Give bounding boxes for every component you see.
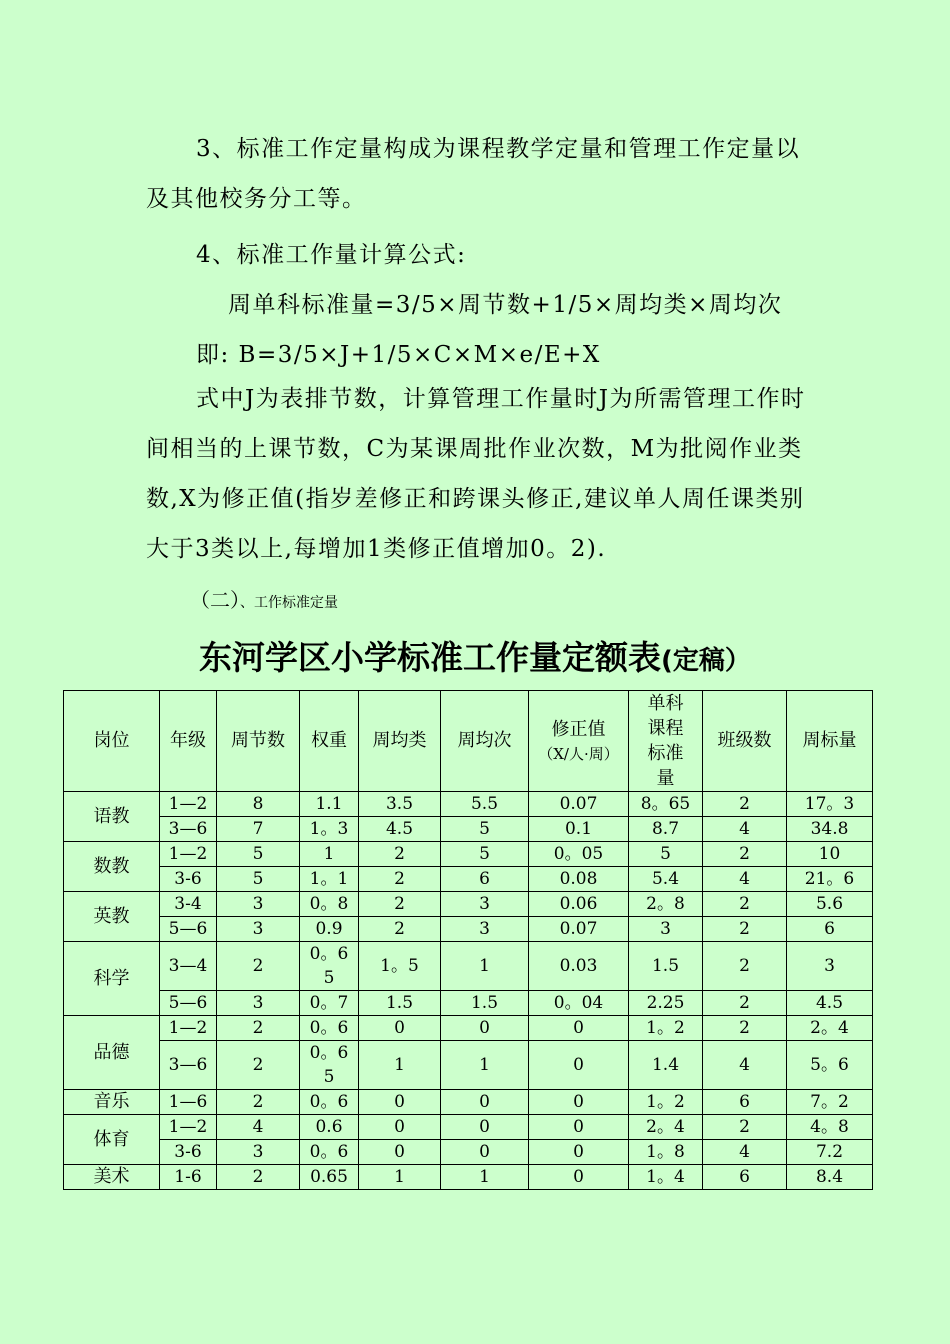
header-grade: 年级 — [160, 691, 217, 792]
header-avg-times: 周均次 — [441, 691, 529, 792]
post-cell: 音乐 — [64, 1090, 160, 1115]
avg-types-cell: 0 — [359, 1016, 441, 1041]
standard-cell: 1.4 — [629, 1041, 703, 1090]
standard-cell: 1。2 — [629, 1090, 703, 1115]
periods-cell: 2 — [217, 1165, 300, 1190]
paragraph-4: 4、标准工作量计算公式: — [196, 242, 467, 268]
correction-cell: 0.08 — [529, 867, 629, 892]
table-row — [64, 1090, 873, 1115]
grade-cell: 3-4 — [160, 892, 217, 917]
weight-cell: 0.9 — [300, 917, 359, 942]
table-title — [0, 632, 950, 679]
header-avg-types: 周均类 — [359, 691, 441, 792]
grade-cell: 1—6 — [160, 1090, 217, 1115]
table-title-suffix: (定稿） — [661, 646, 751, 676]
header-standard-line: 量 — [656, 768, 675, 789]
standard-cell: 2。4 — [629, 1115, 703, 1140]
weekly-cell: 10 — [787, 842, 873, 867]
avg-times-cell: 5.5 — [441, 792, 529, 817]
weight-cell: 0.65 — [300, 1165, 359, 1190]
weekly-cell: 2。4 — [787, 1016, 873, 1041]
correction-cell: 0.07 — [529, 917, 629, 942]
header-weekly: 周标量 — [787, 691, 873, 792]
post-cell: 数教 — [64, 842, 160, 892]
post-cell: 科学 — [64, 942, 160, 1016]
standard-cell: 3 — [629, 917, 703, 942]
weekly-cell: 4.5 — [787, 991, 873, 1016]
periods-cell: 8 — [217, 792, 300, 817]
post-cell: 语教 — [64, 792, 160, 842]
avg-times-cell: 3 — [441, 892, 529, 917]
header-correction-unit: （X/人·周） — [538, 744, 619, 763]
periods-cell: 5 — [217, 842, 300, 867]
weight-cell: 1 — [300, 842, 359, 867]
periods-cell: 2 — [217, 1041, 300, 1090]
avg-times-cell: 1.5 — [441, 991, 529, 1016]
header-post: 岗位 — [64, 691, 160, 792]
periods-cell: 2 — [217, 1090, 300, 1115]
post-cell: 英教 — [64, 892, 160, 942]
header-correction-label: 修正值 — [551, 718, 606, 740]
avg-times-cell: 6 — [441, 867, 529, 892]
avg-types-cell: 1 — [359, 1041, 441, 1090]
standard-cell: 8.7 — [629, 817, 703, 842]
standard-cell: 1。2 — [629, 1016, 703, 1041]
formula-explanation: 式中J为表排节数，计算管理工作量时J为所需管理工作时间相当的上课节数，C为某课周批作业次数，M为批阅作业类数,X为修正值(指岁差修正和跨课头修正,建议单人周任课类别大于3类以上,每增加1类修正值增加0。2). — [146, 386, 806, 562]
avg-times-cell: 0 — [441, 1115, 529, 1140]
weekly-cell: 7。2 — [787, 1090, 873, 1115]
table-row — [64, 792, 873, 817]
grade-cell: 1—2 — [160, 792, 217, 817]
standard-cell: 1。8 — [629, 1140, 703, 1165]
table-row — [64, 842, 873, 867]
grade-cell: 5—6 — [160, 991, 217, 1016]
correction-cell: 0 — [529, 1115, 629, 1140]
avg-types-cell: 2 — [359, 917, 441, 942]
avg-times-cell: 0 — [441, 1016, 529, 1041]
grade-cell: 3-6 — [160, 867, 217, 892]
avg-types-cell: 0 — [359, 1115, 441, 1140]
standard-cell: 1。4 — [629, 1165, 703, 1190]
classes-cell: 2 — [703, 1115, 787, 1140]
weight-cell: 0。6 — [300, 1140, 359, 1165]
table-row — [64, 1115, 873, 1140]
weekly-cell: 21。6 — [787, 867, 873, 892]
weight-cell: 1。1 — [300, 867, 359, 892]
table-row — [64, 1140, 873, 1165]
grade-cell: 1—2 — [160, 1016, 217, 1041]
periods-cell: 2 — [217, 1016, 300, 1041]
avg-times-cell: 1 — [441, 942, 529, 991]
classes-cell: 4 — [703, 867, 787, 892]
subheading-text: 、工作标准定量 — [240, 595, 338, 611]
weight-line: 0。6 — [309, 1043, 349, 1063]
table-row — [64, 991, 873, 1016]
weight-line: 5 — [323, 968, 335, 988]
weight-cell: 1.1 — [300, 792, 359, 817]
header-periods: 周节数 — [217, 691, 300, 792]
grade-cell: 3-6 — [160, 1140, 217, 1165]
correction-cell: 0 — [529, 1165, 629, 1190]
correction-cell: 0 — [529, 1041, 629, 1090]
standard-cell: 5.4 — [629, 867, 703, 892]
standard-cell: 5 — [629, 842, 703, 867]
avg-types-cell: 0 — [359, 1090, 441, 1115]
post-cell: 美术 — [64, 1165, 160, 1190]
correction-cell: 0。05 — [529, 842, 629, 867]
table-row — [64, 817, 873, 842]
avg-times-cell: 0 — [441, 1140, 529, 1165]
weekly-cell: 8.4 — [787, 1165, 873, 1190]
classes-cell: 2 — [703, 942, 787, 991]
correction-cell: 0.03 — [529, 942, 629, 991]
avg-types-cell: 2 — [359, 867, 441, 892]
weekly-cell: 3 — [787, 942, 873, 991]
correction-cell: 0 — [529, 1090, 629, 1115]
table-row — [64, 1016, 873, 1041]
weekly-cell: 34.8 — [787, 817, 873, 842]
classes-cell: 2 — [703, 1016, 787, 1041]
periods-cell: 5 — [217, 867, 300, 892]
correction-cell: 0 — [529, 1016, 629, 1041]
grade-cell: 3—6 — [160, 1041, 217, 1090]
avg-times-cell: 1 — [441, 1041, 529, 1090]
grade-cell: 3—6 — [160, 817, 217, 842]
section-subheading — [190, 584, 338, 613]
standard-cell: 1.5 — [629, 942, 703, 991]
classes-cell: 6 — [703, 1165, 787, 1190]
periods-cell: 3 — [217, 991, 300, 1016]
formula: 周单科标准量=3/5×周节数+1/5×周均类×周均次 — [228, 292, 783, 318]
avg-types-cell: 1 — [359, 1165, 441, 1190]
avg-types-cell: 2 — [359, 842, 441, 867]
grade-cell: 1—2 — [160, 1115, 217, 1140]
table-title-main: 东河学区小学标准工作量定额表 — [199, 638, 662, 677]
avg-types-cell: 2 — [359, 892, 441, 917]
header-standard-line: 标准 — [647, 743, 684, 764]
weekly-cell: 5。6 — [787, 1041, 873, 1090]
classes-cell: 4 — [703, 1140, 787, 1165]
grade-cell: 5—6 — [160, 917, 217, 942]
weight-line: 5 — [323, 1067, 335, 1087]
weekly-cell: 4。8 — [787, 1115, 873, 1140]
avg-times-cell: 1 — [441, 1165, 529, 1190]
weight-cell: 0。7 — [300, 991, 359, 1016]
grade-cell: 1-6 — [160, 1165, 217, 1190]
header-classes: 班级数 — [703, 691, 787, 792]
weight-line: 0。6 — [309, 944, 349, 964]
header-standard — [629, 691, 703, 792]
formula-short: 即: B=3/5×J+1/5×C×M×e/E+X — [196, 342, 601, 368]
table-header-row — [64, 691, 873, 792]
periods-cell: 7 — [217, 817, 300, 842]
weight-cell: 0。6 — [300, 1016, 359, 1041]
table-row — [64, 1165, 873, 1190]
header-standard-line: 课程 — [647, 718, 684, 739]
weight-cell — [300, 942, 359, 991]
table-row — [64, 942, 873, 991]
header-standard-line: 单科 — [647, 693, 684, 714]
periods-cell: 3 — [217, 917, 300, 942]
avg-times-cell: 0 — [441, 1090, 529, 1115]
periods-cell: 4 — [217, 1115, 300, 1140]
classes-cell: 2 — [703, 892, 787, 917]
classes-cell: 2 — [703, 991, 787, 1016]
post-cell: 品德 — [64, 1016, 160, 1090]
correction-cell: 0.06 — [529, 892, 629, 917]
correction-cell: 0.07 — [529, 792, 629, 817]
periods-cell: 2 — [217, 942, 300, 991]
avg-times-cell: 5 — [441, 817, 529, 842]
table-row — [64, 1041, 873, 1090]
subheading-number: （二） — [190, 588, 240, 612]
header-correction — [529, 691, 629, 792]
workload-quota-table — [63, 690, 873, 1190]
grade-cell: 3—4 — [160, 942, 217, 991]
table-row — [64, 867, 873, 892]
header-weight: 权重 — [300, 691, 359, 792]
avg-types-cell: 3.5 — [359, 792, 441, 817]
avg-types-cell: 1。5 — [359, 942, 441, 991]
avg-times-cell: 3 — [441, 917, 529, 942]
weight-cell: 0。8 — [300, 892, 359, 917]
standard-cell: 2。8 — [629, 892, 703, 917]
periods-cell: 3 — [217, 1140, 300, 1165]
classes-cell: 2 — [703, 842, 787, 867]
grade-cell: 1—2 — [160, 842, 217, 867]
correction-cell: 0.1 — [529, 817, 629, 842]
weekly-cell: 5.6 — [787, 892, 873, 917]
paragraph-3: 3、标准工作定量构成为课程教学定量和管理工作定量以及其他校务分工等。 — [146, 136, 801, 212]
periods-cell: 3 — [217, 892, 300, 917]
correction-cell: 0。04 — [529, 991, 629, 1016]
table-row — [64, 892, 873, 917]
weekly-cell: 7.2 — [787, 1140, 873, 1165]
post-cell: 体育 — [64, 1115, 160, 1165]
classes-cell: 2 — [703, 792, 787, 817]
weight-cell: 0.6 — [300, 1115, 359, 1140]
weekly-cell: 6 — [787, 917, 873, 942]
avg-times-cell: 5 — [441, 842, 529, 867]
weight-cell: 1。3 — [300, 817, 359, 842]
standard-cell: 8。65 — [629, 792, 703, 817]
classes-cell: 6 — [703, 1090, 787, 1115]
correction-cell: 0 — [529, 1140, 629, 1165]
avg-types-cell: 0 — [359, 1140, 441, 1165]
classes-cell: 4 — [703, 817, 787, 842]
avg-types-cell: 1.5 — [359, 991, 441, 1016]
standard-cell: 2.25 — [629, 991, 703, 1016]
table-row — [64, 917, 873, 942]
weekly-cell: 17。3 — [787, 792, 873, 817]
weight-cell: 0。6 — [300, 1090, 359, 1115]
weight-cell — [300, 1041, 359, 1090]
avg-types-cell: 4.5 — [359, 817, 441, 842]
classes-cell: 2 — [703, 917, 787, 942]
classes-cell: 4 — [703, 1041, 787, 1090]
